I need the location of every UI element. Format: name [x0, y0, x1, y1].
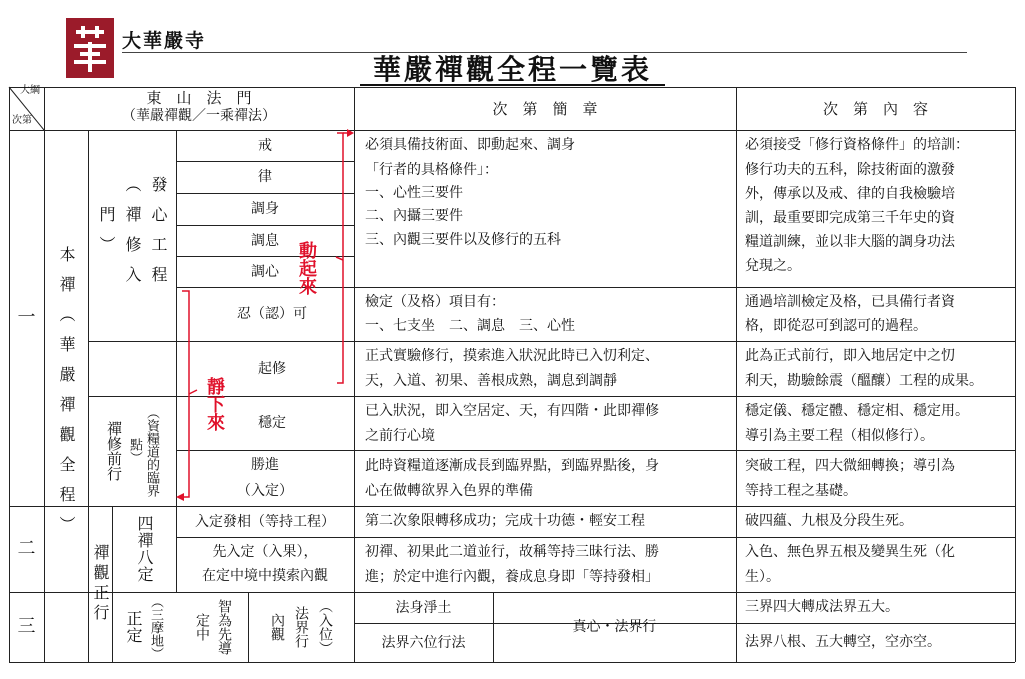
group-fa-xin-cell — [88, 130, 176, 341]
group-ding-zhong-cell — [176, 592, 248, 662]
step-xian-ru-ding-2: 在定中境中摸索內觀 — [202, 568, 328, 584]
org-name: 大華嚴寺 — [122, 30, 207, 52]
step-zhen-xin: 真心・法界行 — [572, 619, 657, 635]
step-jie: 戒 — [258, 137, 272, 154]
row-number-1: 一 — [17, 307, 36, 328]
group-fa-jie: 法界行 — [293, 606, 309, 648]
big-label-cell — [44, 130, 88, 662]
group-chan-xiu: 禪修前行 — [105, 421, 123, 481]
page-title: 華嚴禪觀全程一覽表 — [372, 53, 652, 86]
step-tiao-shen: 調身 — [251, 201, 279, 217]
group-nei-guan-cell — [248, 592, 354, 662]
corner-bottom-label: 次第 — [12, 115, 32, 126]
step-fa-jie-liu-wei: 法界六位行法 — [381, 634, 466, 651]
group-zheng-ding: 正定 — [124, 610, 143, 644]
group-chan-xiu-sub: （資糧道的臨界點） — [127, 405, 159, 497]
col-header-dongshan-sub: （華嚴禪觀／一乘禪法） — [122, 108, 276, 124]
corner-top-label: 大綱 — [20, 85, 40, 96]
group-chan-xiu-cell — [88, 396, 176, 506]
group-ru-wei: （入位） — [317, 599, 333, 655]
col-header-dongshan: 東 山 法 門 — [146, 89, 252, 107]
step-tiao-xin: 調心 — [251, 263, 279, 280]
col-header-jianzhang: 次 第 簡 章 — [492, 100, 598, 118]
step-ru-ding-fa-xiang: 入定發相（等持工程） — [195, 513, 335, 530]
annotation-dong-qi-lai: 動起來 — [296, 241, 317, 295]
step-ren-ke: 忍（認）可 — [237, 306, 307, 322]
group-nei-guan: 內觀 — [269, 613, 285, 641]
group-si-chan-cell — [112, 506, 176, 592]
step-sheng-jin: 勝進 — [251, 457, 279, 473]
step-lv: 律 — [258, 169, 272, 185]
group-chan-guan-cell — [88, 506, 112, 662]
step-tiao-xi: 調息 — [251, 232, 279, 249]
annotation-jing-xia-lai: 靜下來 — [204, 377, 225, 431]
step-fa-shen-jing-tu: 法身淨土 — [395, 599, 452, 616]
group-zheng-ding-sub: （三摩地） — [148, 594, 163, 660]
group-chan-guan: 禪觀正行 — [91, 544, 110, 624]
step-wen-ding: 穩定 — [258, 415, 286, 431]
big-label: 本禪（華嚴禪觀全程） — [57, 246, 76, 546]
row-number-2: 二 — [17, 538, 36, 559]
row-number-3: 三 — [17, 616, 36, 637]
group-zheng-ding-cell — [112, 592, 176, 662]
step-xian-ru-ding-1: 先入定（入果）， — [212, 544, 318, 560]
step-sheng-jin-sub: （入定） — [237, 483, 293, 499]
group-zhi-wei: 智為先導 — [216, 599, 232, 655]
step-qi-xiu: 起修 — [258, 360, 286, 377]
group-ding-zhong: 定中 — [194, 613, 210, 641]
group-fa-xin: 發心工程（禪修入門） — [97, 175, 168, 296]
group-si-chan: 四禪八定 — [135, 515, 154, 583]
col-header-neirong: 次 第 內 容 — [822, 100, 928, 118]
